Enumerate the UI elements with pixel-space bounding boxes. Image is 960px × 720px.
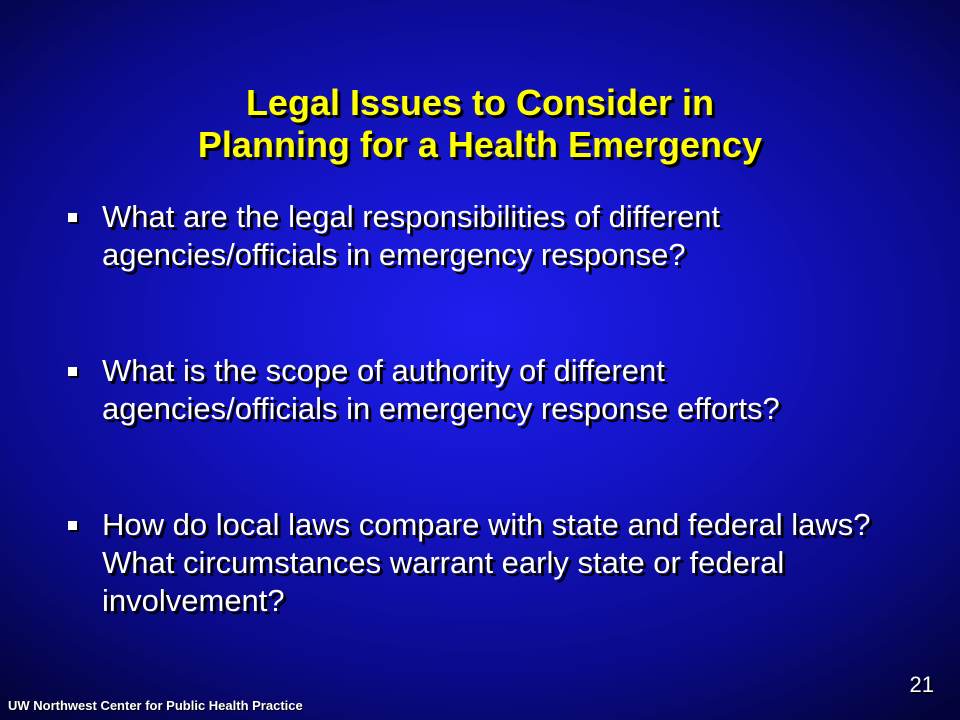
bullet-text: What are the legal responsibilities of different agencies/officials in emergency response? xyxy=(102,199,721,272)
square-bullet-icon xyxy=(68,367,77,376)
footer-organization: UW Northwest Center for Public Health Practice xyxy=(8,698,303,713)
title-line-1: Legal Issues to Consider in xyxy=(245,82,715,123)
slide-title xyxy=(0,82,960,166)
bullet-item xyxy=(68,352,908,428)
title-line-2: Planning for a Health Emergency xyxy=(197,124,763,165)
bullet-list xyxy=(68,198,908,620)
bullet-text: What is the scope of authority of different agencies/officials in emergency response efforts? xyxy=(102,353,780,426)
bullet-item xyxy=(68,506,908,620)
page-number: 21 xyxy=(909,672,934,697)
bullet-item xyxy=(68,198,908,274)
square-bullet-icon xyxy=(68,521,77,530)
square-bullet-icon xyxy=(68,213,77,222)
bullet-text: How do local laws compare with state and federal laws? What circumstances warrant early state or federal involvement? xyxy=(102,507,871,618)
